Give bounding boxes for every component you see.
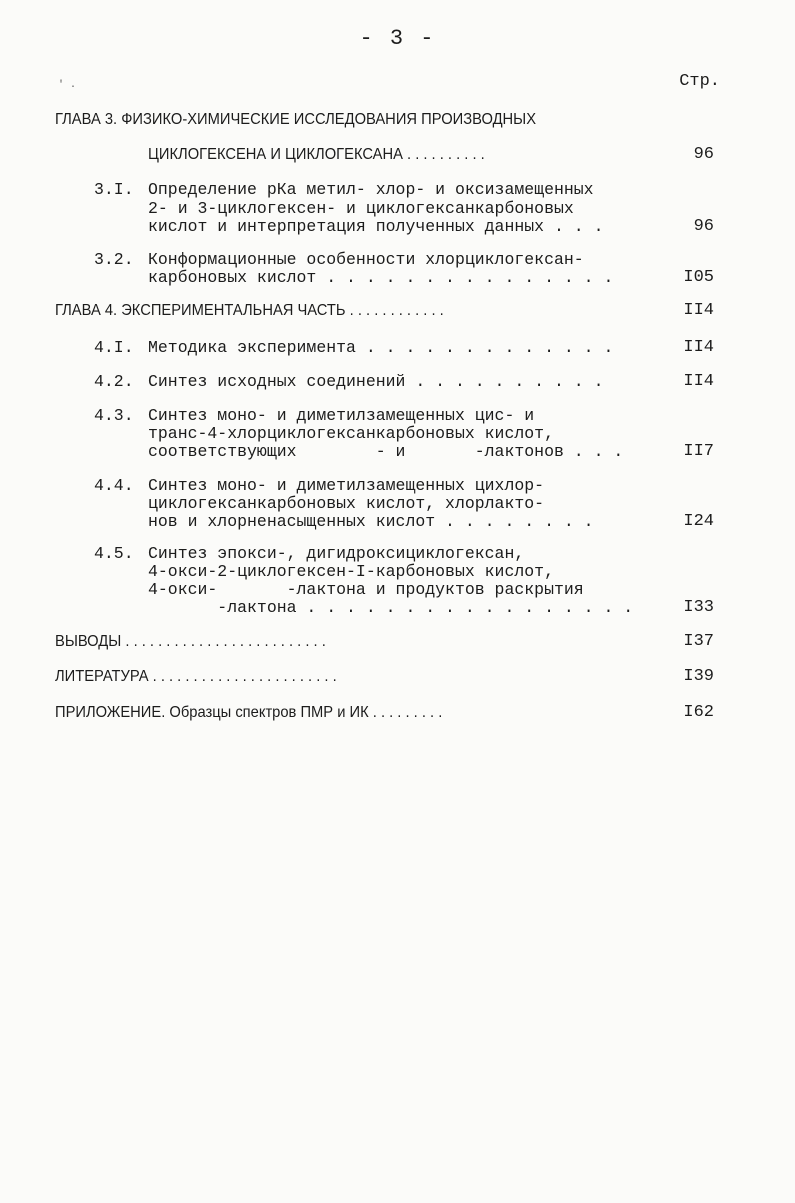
page-ref: II4 [683, 301, 714, 320]
entry-line: циклогексанкарбоновых кислот, хлорлакто- [148, 494, 545, 513]
section-number: 4.I. [94, 338, 134, 357]
entry-line: ГЛАВА 4. ЭКСПЕРИМЕНТАЛЬНАЯ ЧАСТЬ . . . . . . . . . . . . [55, 302, 444, 319]
page-number: - 3 - [359, 26, 436, 51]
entry-line: ЛИТЕРАТУРА . . . . . . . . . . . . . . . . . . . . . . . [55, 668, 337, 685]
entry-line: 4-окси- -лактона и продуктов раскрытия [148, 580, 584, 599]
page-ref: 96 [693, 145, 714, 164]
section-number: 4.2. [94, 372, 134, 391]
page-ref: I05 [683, 268, 714, 287]
entry-line: Методика эксперимента . . . . . . . . . . . . . [148, 338, 614, 357]
page-ref: I39 [683, 667, 714, 686]
entry-line: кислот и интерпретация полученных данных . . . [148, 217, 604, 236]
entry-line: Синтез моно- и диметилзамещенных цихлор- [148, 476, 545, 495]
entry-line: ПРИЛОЖЕНИЕ. Образцы спектров ПМР и ИК . . . . . . . . . [55, 704, 443, 721]
entry-line: -лактона . . . . . . . . . . . . . . . . . [148, 598, 634, 617]
page-column-label: Стр. [679, 72, 720, 91]
page-ref: II7 [683, 442, 714, 461]
page-ref: I62 [683, 703, 714, 722]
section-number: 3.2. [94, 250, 134, 269]
entry-line: Синтез исходных соединений . . . . . . . . . . [148, 372, 604, 391]
page-ref: II4 [683, 338, 714, 357]
entry-line: нов и хлорненасыщенных кислот . . . . . . . . [148, 512, 594, 531]
entry-line: ЦИКЛОГЕКСЕНА И ЦИКЛОГЕКСАНА . . . . . . . . . . [148, 146, 485, 163]
stray-mark: ' . [58, 80, 77, 91]
entry-line: соответствующих - и -лактонов . . . [148, 442, 624, 461]
entry-line: Синтез моно- и диметилзамещенных цис- и [148, 406, 535, 425]
entry-line: транс-4-хлорциклогексанкарбоновых кислот, [148, 424, 554, 443]
page-ref: I37 [683, 632, 714, 651]
page-ref: II4 [683, 372, 714, 391]
entry-line: Синтез эпокси-, дигидроксициклогексан, [148, 544, 525, 563]
section-number: 4.4. [94, 476, 134, 495]
section-number: 4.3. [94, 406, 134, 425]
entry-line: 2- и 3-циклогексен- и циклогексанкарбоновых [148, 199, 574, 218]
entry-line: карбоновых кислот . . . . . . . . . . . . . . . [148, 268, 614, 287]
page-ref: I24 [683, 512, 714, 531]
entry-line: 4-окси-2-циклогексен-I-карбоновых кислот, [148, 562, 554, 581]
page-ref: I33 [683, 598, 714, 617]
section-number: 4.5. [94, 544, 134, 563]
entry-line: ГЛАВА 3. ФИЗИКО-ХИМИЧЕСКИЕ ИССЛЕДОВАНИЯ ПРОИЗВОДНЫХ [55, 111, 537, 128]
entry-line: Конформационные особенности хлорциклогексан- [148, 250, 584, 269]
section-number: 3.I. [94, 180, 134, 199]
entry-line: ВЫВОДЫ . . . . . . . . . . . . . . . . . . . . . . . . . [55, 633, 326, 650]
page-ref: 96 [693, 217, 714, 236]
entry-line: Определение рКа метил- хлор- и оксизамещенных [148, 180, 594, 199]
